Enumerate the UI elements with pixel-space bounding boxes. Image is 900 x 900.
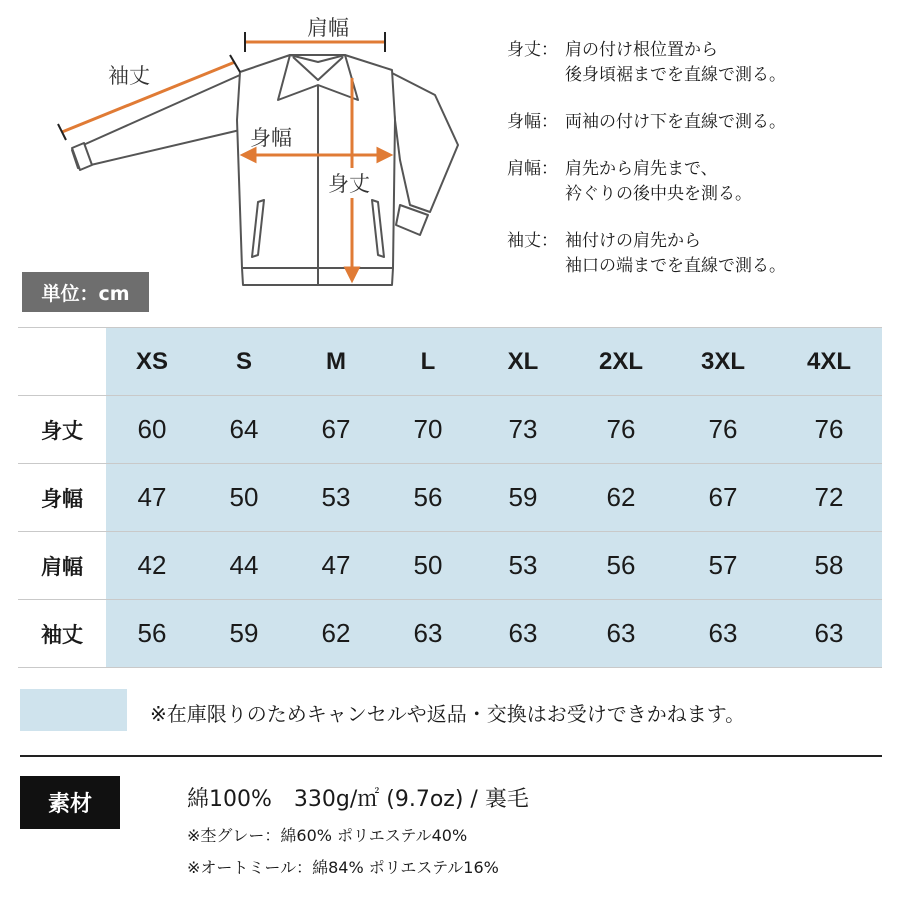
note-body-width xyxy=(507,110,897,135)
note-text: 袖口の端までを直線で測る。 xyxy=(565,256,786,276)
size-header: L xyxy=(382,328,474,396)
sleeve-length-label: 袖丈 xyxy=(108,64,150,88)
size-header: M xyxy=(290,328,382,396)
size-header: S xyxy=(198,328,290,396)
table-cell: 44 xyxy=(198,532,290,600)
table-cell: 53 xyxy=(474,532,572,600)
table-cell: 63 xyxy=(776,600,882,668)
table-cell: 62 xyxy=(290,600,382,668)
table-cell: 76 xyxy=(572,396,670,464)
row-label: 肩幅 xyxy=(18,532,106,600)
shoulder-width-label: 肩幅 xyxy=(307,16,349,40)
note-text: 袖付けの肩先から xyxy=(565,231,701,251)
note-term: 袖丈： xyxy=(507,231,558,251)
table-cell: 64 xyxy=(198,396,290,464)
table-cell: 70 xyxy=(382,396,474,464)
material-note: ※オートミール：綿84% ポリエステル16% xyxy=(187,858,499,877)
table-cell: 58 xyxy=(776,532,882,600)
table-cell: 50 xyxy=(198,464,290,532)
material-main: 綿100% 330g/㎡ (9.7oz) / 裏毛 xyxy=(187,787,529,812)
size-header: 3XL xyxy=(670,328,776,396)
size-table xyxy=(18,327,882,668)
body-length-label: 身丈 xyxy=(328,168,370,198)
table-corner xyxy=(18,328,106,396)
note-text: 両袖の付け下を直線で測る。 xyxy=(565,112,786,132)
table-cell: 56 xyxy=(106,600,198,668)
table-cell: 59 xyxy=(198,600,290,668)
table-row xyxy=(18,532,882,600)
left-sleeve xyxy=(72,75,240,168)
note-text: 衿ぐりの後中央を測る。 xyxy=(565,184,752,204)
table-cell: 53 xyxy=(290,464,382,532)
measurement-diagram xyxy=(0,0,500,300)
table-cell: 56 xyxy=(382,464,474,532)
table-row xyxy=(18,396,882,464)
note-text: 肩先から肩先まで、 xyxy=(565,159,718,179)
material-badge: 素材 xyxy=(20,776,120,829)
table-cell: 63 xyxy=(474,600,572,668)
note-text: 肩の付け根位置から xyxy=(565,40,718,60)
table-cell: 47 xyxy=(290,532,382,600)
table-cell: 73 xyxy=(474,396,572,464)
table-cell: 42 xyxy=(106,532,198,600)
divider xyxy=(20,755,882,757)
table-cell: 76 xyxy=(670,396,776,464)
row-label: 身丈 xyxy=(18,396,106,464)
note-sleeve-length xyxy=(507,229,897,279)
note-term: 身幅： xyxy=(507,112,558,132)
table-cell: 57 xyxy=(670,532,776,600)
stock-notice: ※在庫限りのためキャンセルや返品・交換はお受けできかねます。 xyxy=(150,702,746,726)
note-term: 身丈： xyxy=(507,40,558,60)
table-cell: 76 xyxy=(776,396,882,464)
table-row xyxy=(18,600,882,668)
table-cell: 56 xyxy=(572,532,670,600)
row-label: 袖丈 xyxy=(18,600,106,668)
table-cell: 47 xyxy=(106,464,198,532)
note-term: 肩幅： xyxy=(507,159,558,179)
size-header: 2XL xyxy=(572,328,670,396)
size-header: XL xyxy=(474,328,572,396)
right-sleeve xyxy=(390,72,458,212)
size-header: 4XL xyxy=(776,328,882,396)
size-header: XS xyxy=(106,328,198,396)
note-body-length xyxy=(507,38,897,88)
note-text: 後身頃裾までを直線で測る。 xyxy=(565,65,786,85)
table-cell: 62 xyxy=(572,464,670,532)
body-width-label: 身幅 xyxy=(250,126,292,150)
table-cell: 63 xyxy=(382,600,474,668)
measurement-notes xyxy=(507,38,897,301)
table-cell: 50 xyxy=(382,532,474,600)
table-cell: 72 xyxy=(776,464,882,532)
row-label: 身幅 xyxy=(18,464,106,532)
table-row xyxy=(18,464,882,532)
material-note: ※杢グレー：綿60% ポリエステル40% xyxy=(187,826,468,845)
table-cell: 59 xyxy=(474,464,572,532)
table-cell: 67 xyxy=(670,464,776,532)
note-shoulder-width xyxy=(507,157,897,207)
unit-badge: 単位：cm xyxy=(22,272,149,312)
table-cell: 67 xyxy=(290,396,382,464)
table-cell: 63 xyxy=(572,600,670,668)
legend-swatch xyxy=(20,689,127,731)
table-cell: 60 xyxy=(106,396,198,464)
table-header-row xyxy=(18,328,882,396)
table-cell: 63 xyxy=(670,600,776,668)
